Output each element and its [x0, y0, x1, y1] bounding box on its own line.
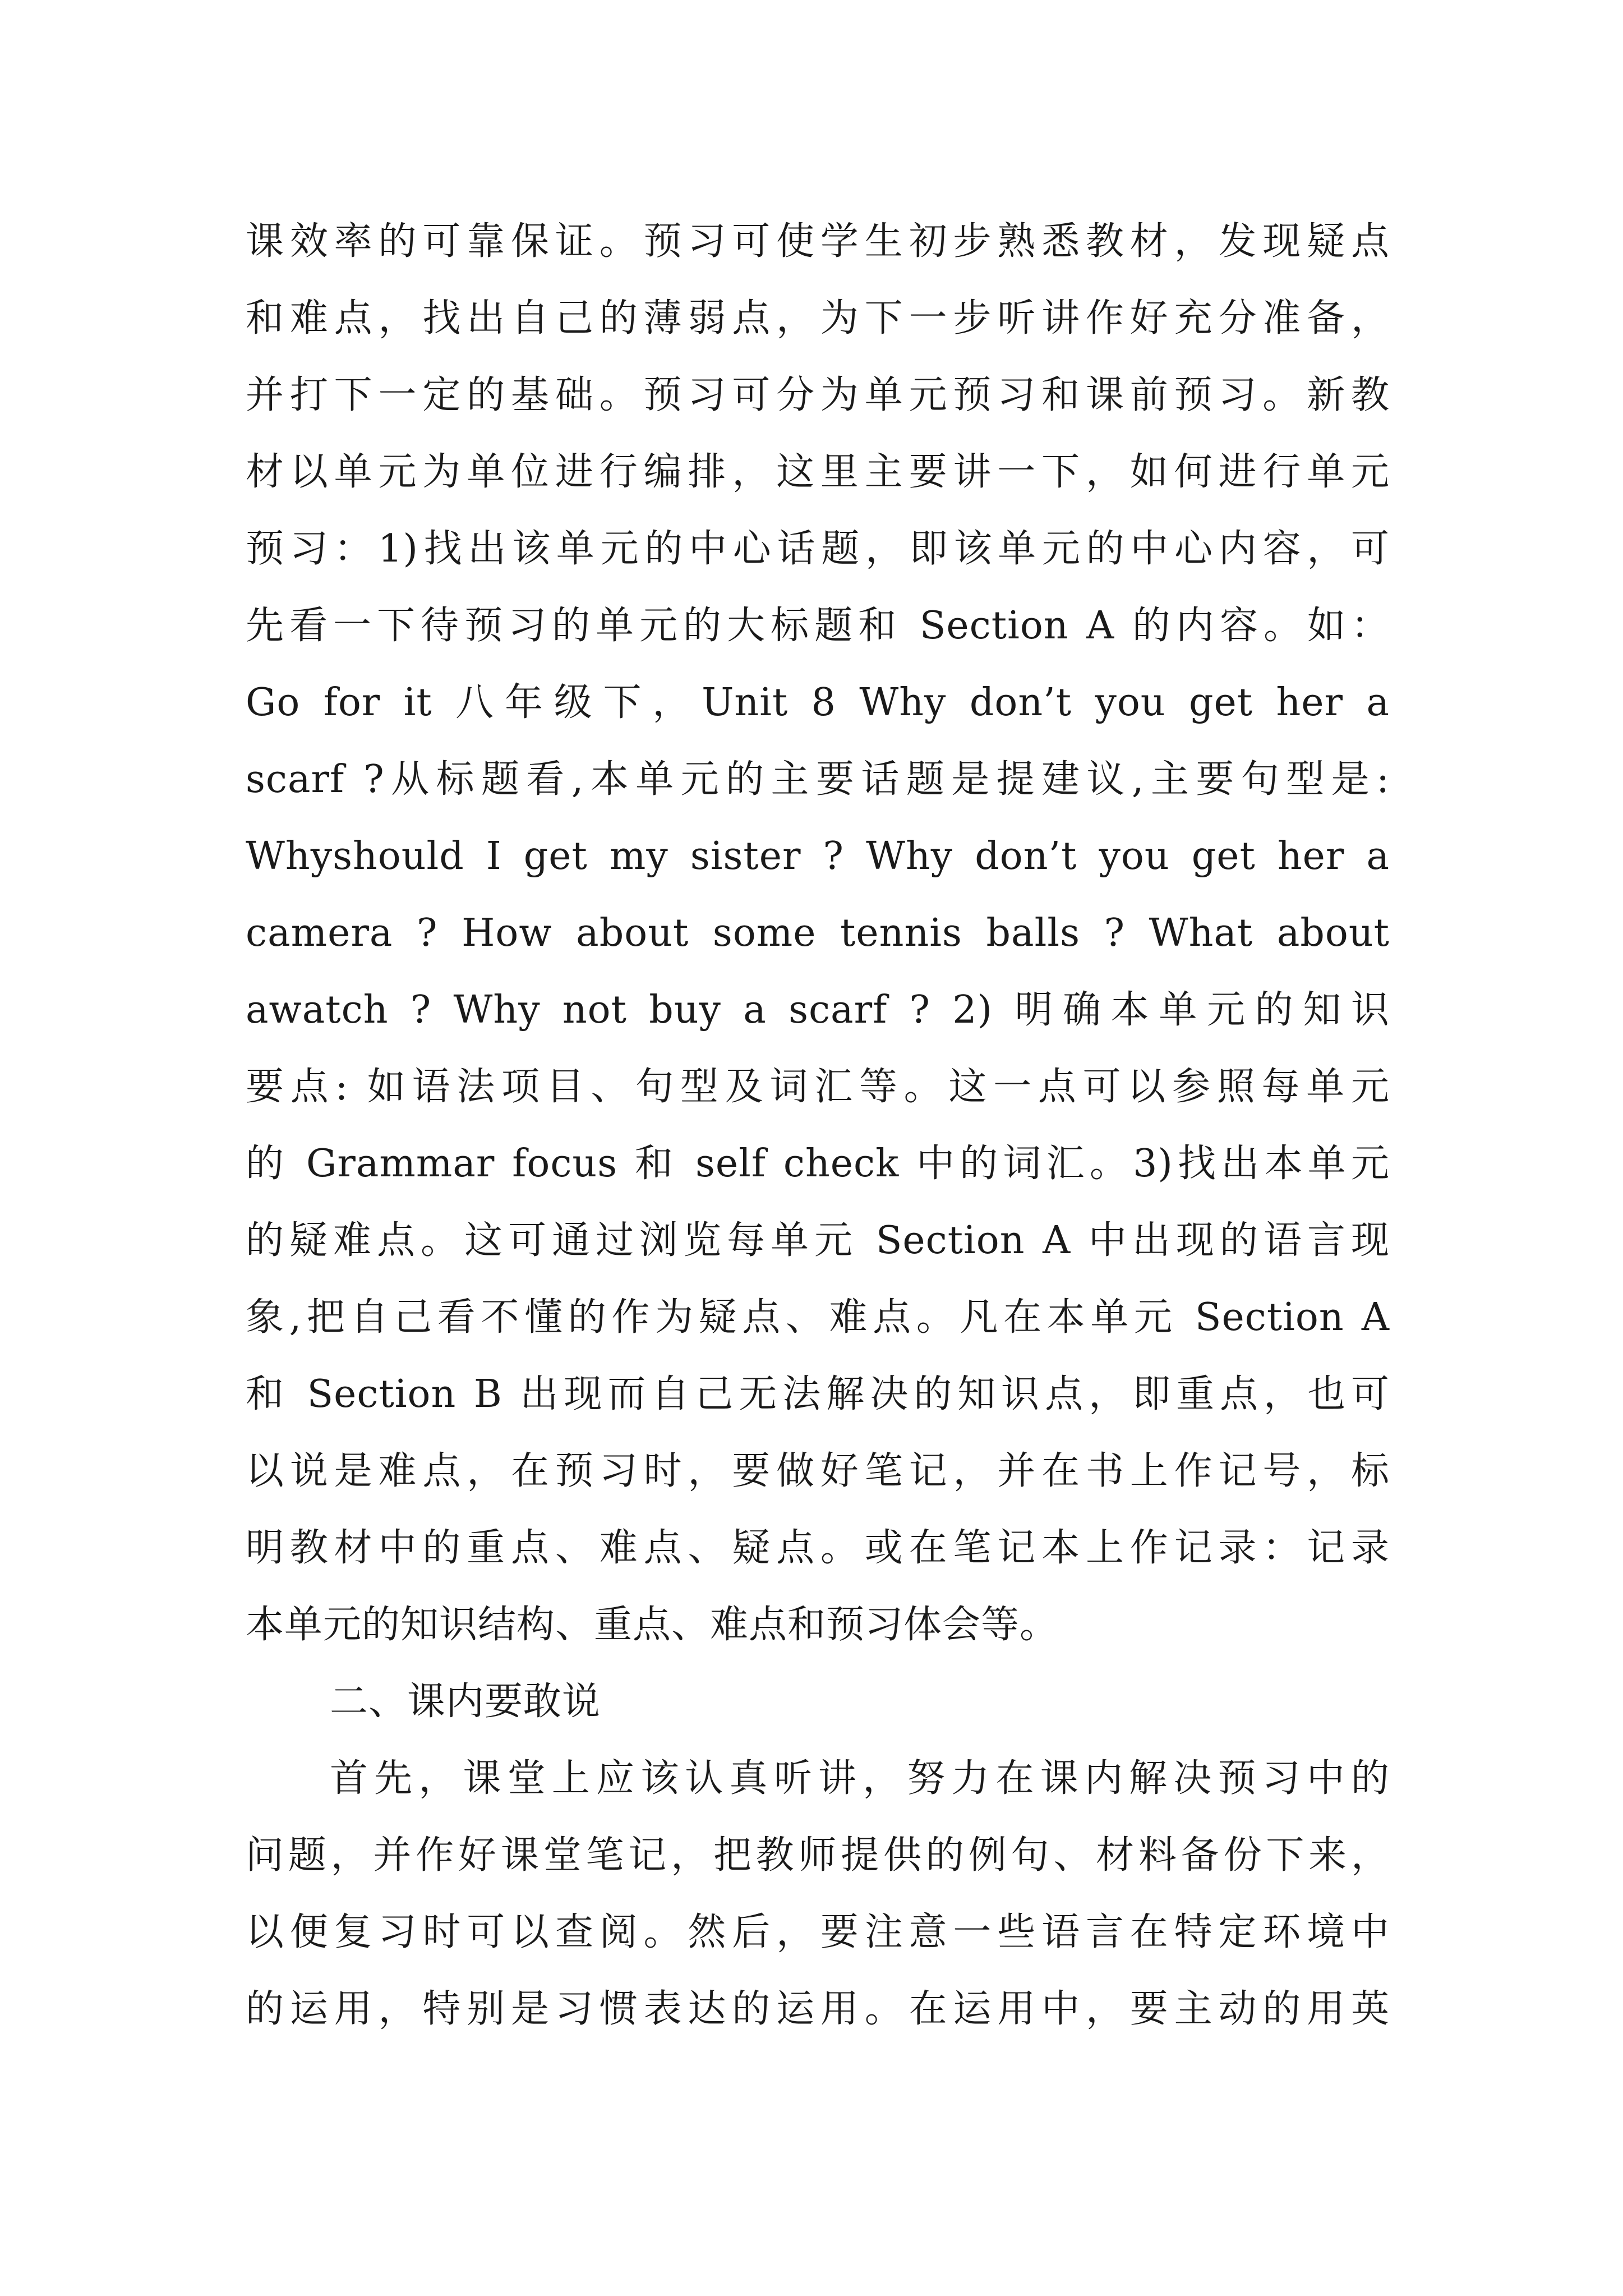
text-line: 的运用，特别是习惯表达的运用。在运用中，要主动的用英	[246, 1987, 1390, 2031]
text-line: Go for it 八年级下，Unit 8 Why don’t you get her a	[246, 680, 1390, 725]
text-line: 先看一下待预习的单元的大标题和 Section A 的内容。如：	[246, 604, 1390, 648]
text-line: 和 Section B 出现而自己无法解决的知识点，即重点，也可	[246, 1372, 1390, 1416]
paragraph-preview-method	[246, 203, 1390, 1663]
text-line: 本单元的知识结构、重点、难点和预习体会等。	[246, 1603, 1059, 1647]
text-line: 预习：1)找出该单元的中心话题，即该单元的中心内容，可	[246, 527, 1390, 571]
text-line: 材以单元为单位进行编排，这里主要讲一下，如何进行单元	[246, 450, 1390, 494]
text-line: 首先，课堂上应该认真听讲，努力在课内解决预习中的	[330, 1756, 1390, 1801]
paragraph-speak-in-class	[246, 1740, 1390, 2047]
text-line: camera ? How about some tennis balls ? What about	[246, 911, 1390, 955]
text-line: 以说是难点，在预习时，要做好笔记，并在书上作记号，标	[246, 1449, 1390, 1493]
text-line: awatch ? Why not buy a scarf ? 2) 明确本单元的知识	[246, 988, 1390, 1032]
text-line: 问题，并作好课堂笔记，把教师提供的例句、材料备份下来，	[246, 1833, 1390, 1878]
text-line: 和难点，找出自己的薄弱点，为下一步听讲作好充分准备，	[246, 296, 1390, 341]
text-line: Whyshould I get my sister ? Why don’t you get her a	[246, 834, 1390, 878]
text-line: 以便复习时可以查阅。然后，要注意一些语言在特定环境中	[246, 1910, 1390, 1954]
text-line: 课效率的可靠保证。预习可使学生初步熟悉教材，发现疑点	[246, 219, 1390, 264]
text-line: 要点: 如语法项目、句型及词汇等。这一点可以参照每单元	[246, 1065, 1390, 1109]
text-line: 明教材中的重点、难点、疑点。或在笔记本上作记录：记录	[246, 1526, 1390, 1570]
text-line: scarf ?从标题看,本单元的主要话题是提建议,主要句型是:	[246, 757, 1390, 802]
document-body	[246, 203, 1390, 2047]
text-line: 的疑难点。这可通过浏览每单元 Section A 中出现的语言现	[246, 1218, 1390, 1263]
text-line: 象,把自己看不懂的作为疑点、难点。凡在本单元 Section A	[246, 1295, 1390, 1340]
text-line: 的 Grammar focus 和 self check 中的词汇。3)找出本单元	[246, 1142, 1390, 1186]
text-line: 并打下一定的基础。预习可分为单元预习和课前预习。新教	[246, 373, 1390, 417]
section-heading: 二、课内要敢说	[330, 1680, 601, 1724]
